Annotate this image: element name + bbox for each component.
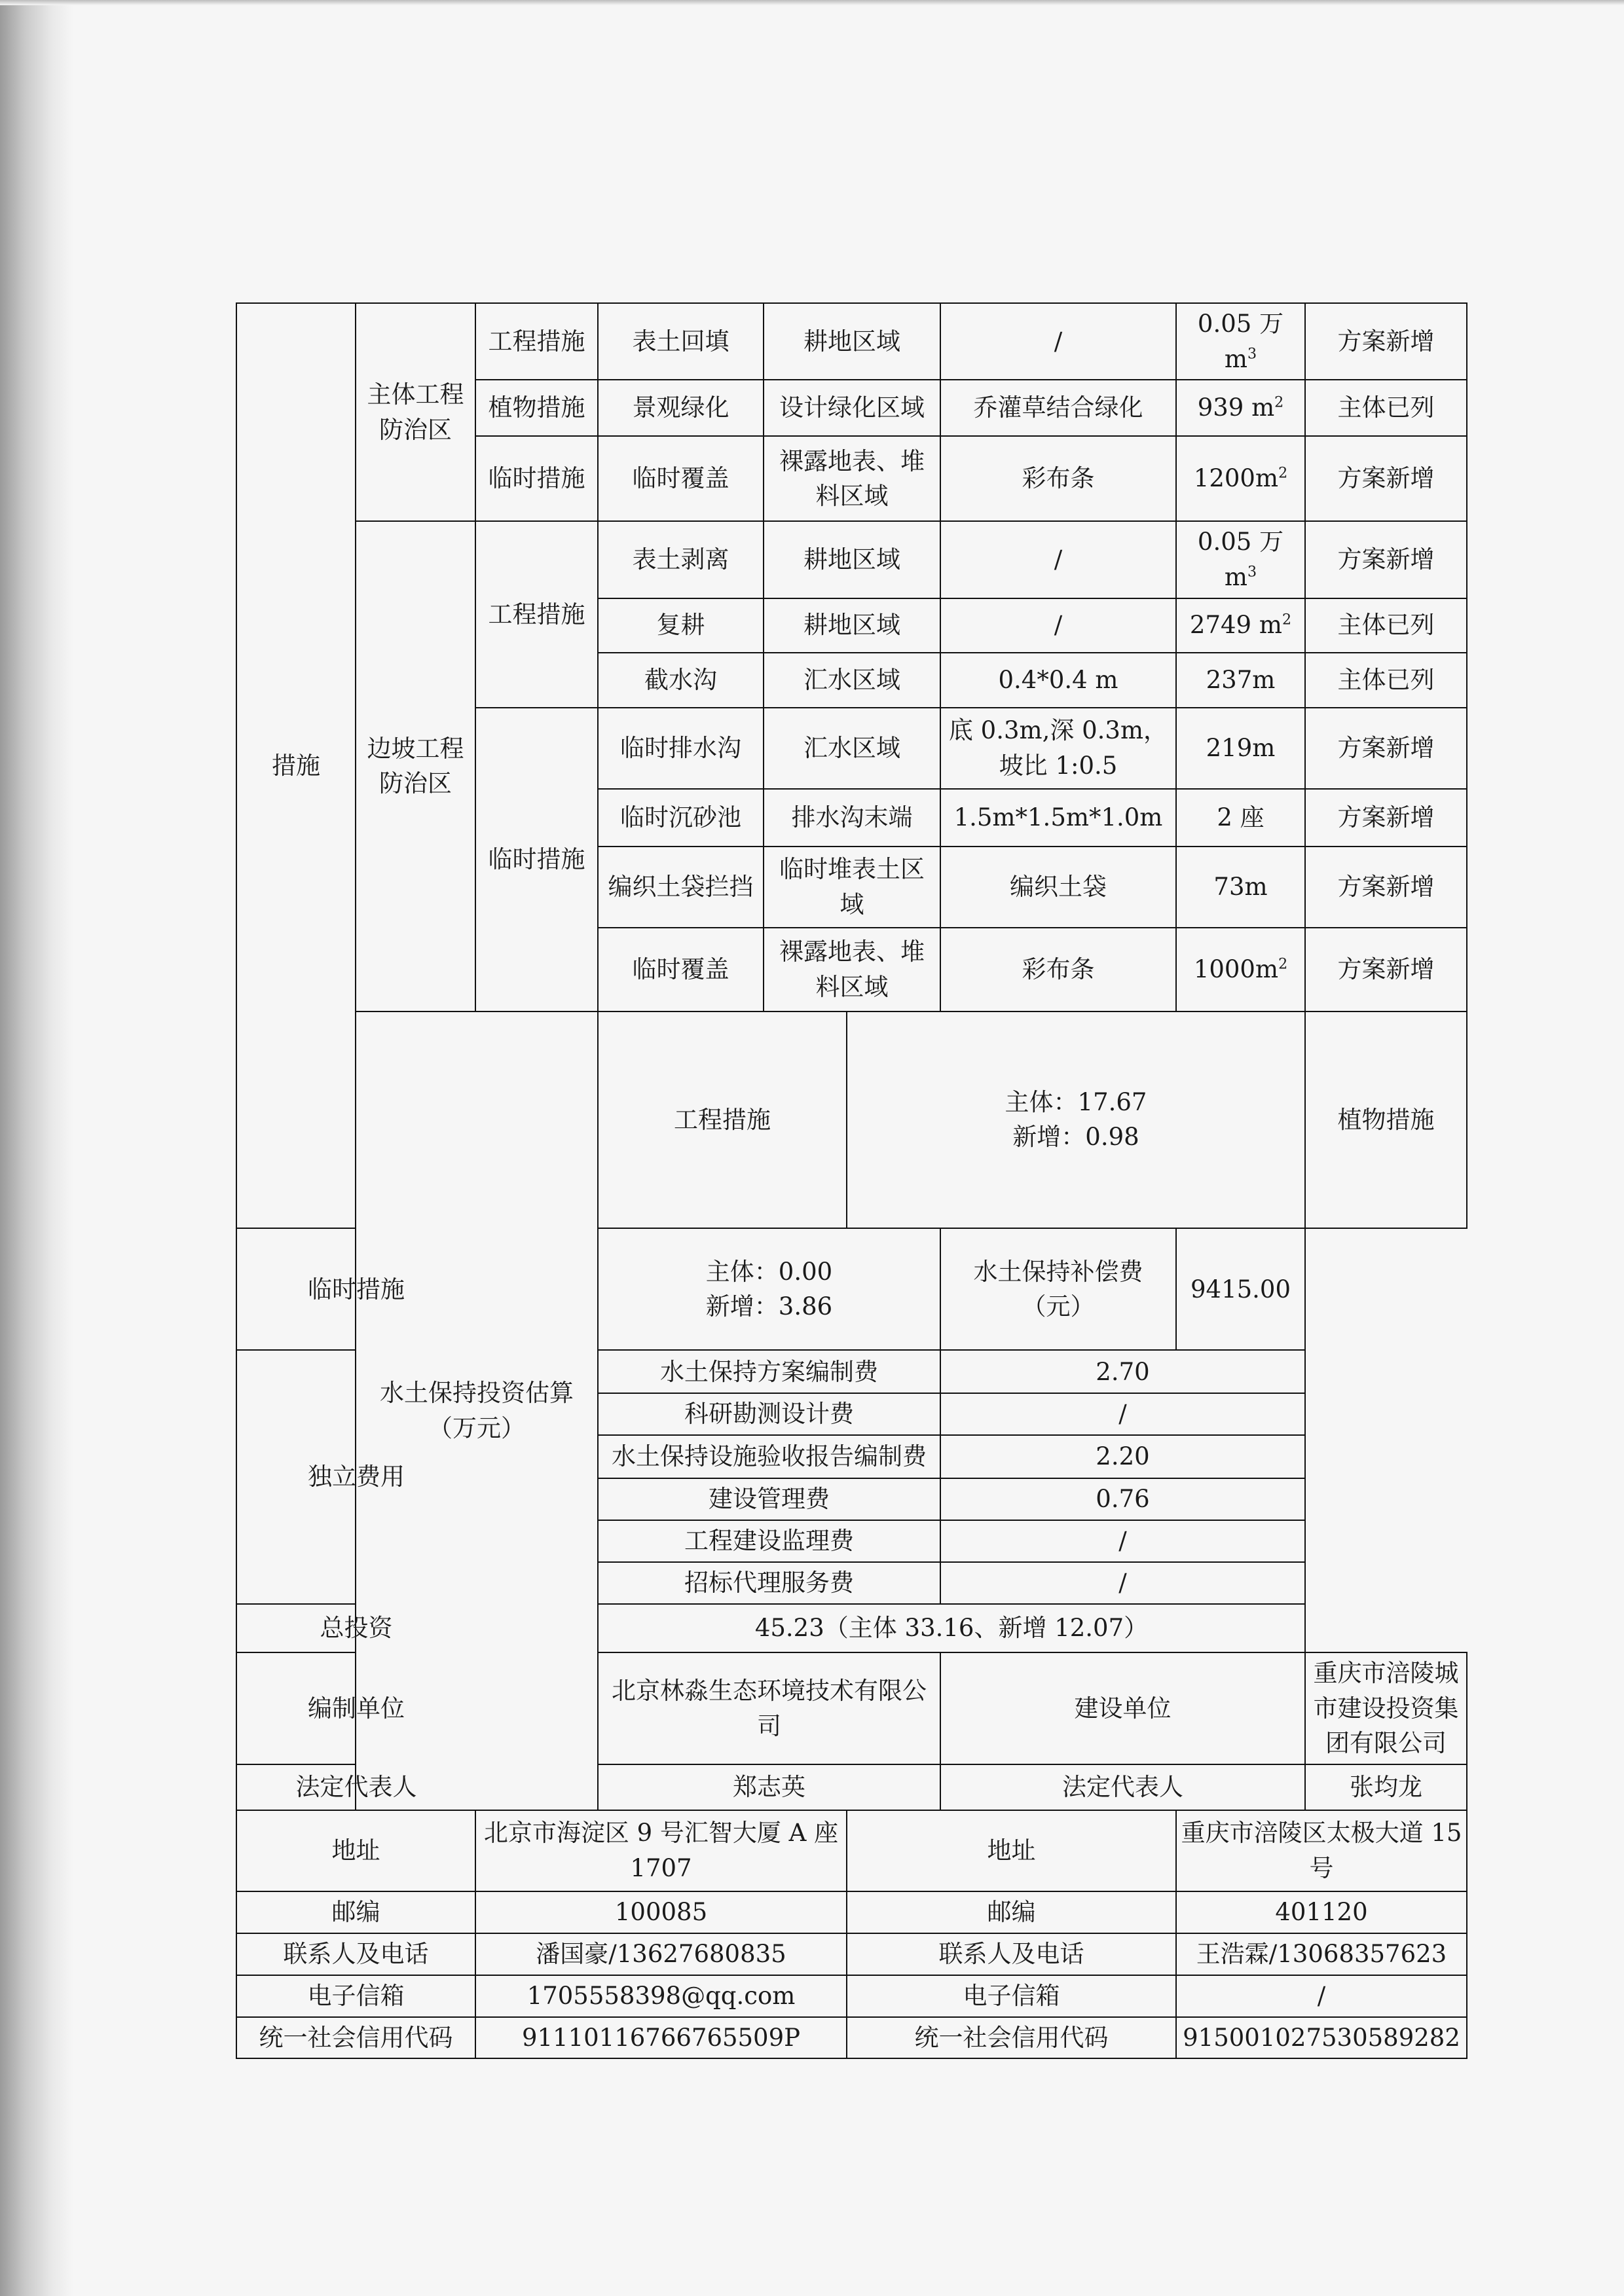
cost-item-value: /	[940, 1393, 1305, 1435]
compensation-label: 水土保持补偿费（元）	[940, 1228, 1176, 1350]
legal-rep-builder: 张均龙	[1305, 1764, 1467, 1810]
credit-code-label: 统一社会信用代码	[236, 2017, 475, 2059]
measure-type-cell: 临时措施	[475, 708, 598, 1011]
address-label: 地址	[236, 1810, 475, 1891]
cost-item-name: 招标代理服务费	[598, 1562, 940, 1604]
table-row	[236, 521, 1467, 598]
cost-item-name: 水土保持设施验收报告编制费	[598, 1435, 940, 1478]
builder-value: 重庆市涪陵城市建设投资集团有限公司	[1305, 1652, 1467, 1764]
table-row	[236, 1228, 1467, 1350]
total-investment-value: 45.23（主体 33.16、新增 12.07）	[598, 1604, 1305, 1652]
quantity-cell: 2 座	[1176, 789, 1305, 847]
phone-label: 联系人及电话	[236, 1933, 475, 1975]
investment-label-cell: 水土保持投资估算（万元）	[356, 1011, 598, 1810]
phone-org: 潘国豪/13627680835	[475, 1933, 847, 1975]
measure-name-cell: 临时覆盖	[598, 436, 764, 521]
cost-item-name: 水土保持方案编制费	[598, 1350, 940, 1393]
location-cell: 耕地区域	[764, 598, 940, 653]
measure-name-cell: 表土回填	[598, 303, 764, 380]
temp-measures-label: 临时措施	[236, 1228, 475, 1350]
independent-costs-label: 独立费用	[236, 1350, 475, 1604]
builder-label: 建设单位	[940, 1652, 1305, 1764]
cost-item-value: /	[940, 1520, 1305, 1562]
legal-rep-label: 法定代表人	[236, 1764, 475, 1810]
temp-new-value: 新增：3.86	[705, 1292, 833, 1321]
measure-name-cell: 编织土袋拦挡	[598, 847, 764, 928]
water-conservation-table	[236, 302, 1467, 2059]
location-cell: 耕地区域	[764, 521, 940, 598]
eng-main-value: 主体：17.67	[1005, 1087, 1147, 1116]
status-cell: 方案新增	[1305, 436, 1467, 521]
measure-type-cell: 植物措施	[475, 380, 598, 436]
email-label: 电子信箱	[236, 1975, 475, 2017]
total-investment-label: 总投资	[236, 1604, 475, 1652]
zip-label: 邮编	[236, 1891, 475, 1933]
phone-label-right: 联系人及电话	[847, 1933, 1176, 1975]
eng-measures-label: 工程措施	[598, 1011, 847, 1229]
email-label-right: 电子信箱	[847, 1975, 1176, 2017]
quantity-cell: 939 $m^2$	[1176, 380, 1305, 436]
table-row	[236, 303, 1467, 380]
status-cell: 方案新增	[1305, 789, 1467, 847]
quantity-cell: 0.05 万 $m^3$	[1176, 303, 1305, 380]
location-cell: 汇水区域	[764, 708, 940, 789]
temp-main-value: 主体：0.00	[705, 1257, 833, 1286]
status-cell: 方案新增	[1305, 928, 1467, 1011]
cost-item-name: 科研勘测设计费	[598, 1393, 940, 1435]
address-label-right: 地址	[847, 1810, 1176, 1891]
org-label: 编制单位	[236, 1652, 475, 1764]
address-org: 北京市海淀区 9 号汇智大厦 A 座 1707	[475, 1810, 847, 1891]
cost-item-value: 0.76	[940, 1478, 1305, 1520]
location-cell: 设计绿化区域	[764, 380, 940, 436]
zip-builder: 401120	[1176, 1891, 1467, 1933]
legal-rep-org: 郑志英	[598, 1764, 940, 1810]
table-row	[236, 1891, 1467, 1933]
measure-name-cell: 表土剥离	[598, 521, 764, 598]
cost-item-value: /	[940, 1562, 1305, 1604]
location-cell: 耕地区域	[764, 303, 940, 380]
status-cell: 主体已列	[1305, 598, 1467, 653]
cost-item-value: 2.70	[940, 1350, 1305, 1393]
quantity-cell: 2749 $m^2$	[1176, 598, 1305, 653]
eng-new-value: 新增：0.98	[1012, 1123, 1139, 1152]
measure-name-cell: 复耕	[598, 598, 764, 653]
spec-cell: 底 0.3m,深 0.3m，坡比 1:0.5	[940, 708, 1176, 789]
measure-type-cell: 临时措施	[475, 436, 598, 521]
legal-rep-label-right: 法定代表人	[940, 1764, 1305, 1810]
table-row	[236, 2017, 1467, 2059]
table-row	[236, 1975, 1467, 2017]
compensation-value: 9415.00	[1176, 1228, 1305, 1350]
quantity-cell: 0.05 万 $m^3$	[1176, 521, 1305, 598]
status-cell: 方案新增	[1305, 708, 1467, 789]
measure-name-cell: 截水沟	[598, 653, 764, 708]
temp-measures-value	[598, 1228, 940, 1350]
spec-cell: 编织土袋	[940, 847, 1176, 928]
quantity-cell: $1000m^2$	[1176, 928, 1305, 1011]
spec-cell: 0.4*0.4 m	[940, 653, 1176, 708]
spec-cell: /	[940, 598, 1176, 653]
table-row	[236, 1764, 1467, 1810]
table-row	[236, 1604, 1467, 1652]
location-cell: 裸露地表、堆料区域	[764, 436, 940, 521]
eng-measures-value	[847, 1011, 1305, 1229]
email-builder: /	[1176, 1975, 1467, 2017]
measure-type-cell: 工程措施	[475, 303, 598, 380]
location-cell: 临时堆表土区域	[764, 847, 940, 928]
zip-label-right: 邮编	[847, 1891, 1176, 1933]
location-cell: 排水沟末端	[764, 789, 940, 847]
credit-code-label-right: 统一社会信用代码	[847, 2017, 1176, 2059]
slope-zone-cell: 边坡工程防治区	[356, 521, 475, 1011]
phone-builder: 王浩霖/13068357623	[1176, 1933, 1467, 1975]
credit-code-builder: 915001027530589282	[1176, 2017, 1467, 2059]
org-value: 北京林淼生态环境技术有限公司	[598, 1652, 940, 1764]
page-top-edge	[0, 0, 1624, 5]
spec-cell: /	[940, 521, 1176, 598]
table-row	[236, 1011, 1467, 1229]
table-row	[236, 1933, 1467, 1975]
book-binding-shadow	[0, 0, 73, 2296]
main-zone-cell: 主体工程防治区	[356, 303, 475, 521]
cost-item-value: 2.20	[940, 1435, 1305, 1478]
status-cell: 主体已列	[1305, 653, 1467, 708]
email-org: 1705558398@qq.com	[475, 1975, 847, 2017]
spec-cell: 乔灌草结合绿化	[940, 380, 1176, 436]
plant-measures-label: 植物措施	[1305, 1011, 1467, 1229]
cost-item-name: 建设管理费	[598, 1478, 940, 1520]
measure-name-cell: 临时排水沟	[598, 708, 764, 789]
spec-cell: 1.5m*1.5m*1.0m	[940, 789, 1176, 847]
quantity-cell: 237m	[1176, 653, 1305, 708]
cost-item-name: 工程建设监理费	[598, 1520, 940, 1562]
address-builder: 重庆市涪陵区太极大道 15 号	[1176, 1810, 1467, 1891]
table-row	[236, 1810, 1467, 1891]
measure-name-cell: 景观绿化	[598, 380, 764, 436]
spec-cell: /	[940, 303, 1176, 380]
measure-type-cell: 工程措施	[475, 521, 598, 707]
status-cell: 方案新增	[1305, 303, 1467, 380]
measures-category-cell: 措施	[236, 303, 356, 1228]
location-cell: 裸露地表、堆料区域	[764, 928, 940, 1011]
table-row	[236, 1652, 1467, 1764]
quantity-cell: 219m	[1176, 708, 1305, 789]
measure-name-cell: 临时沉砂池	[598, 789, 764, 847]
credit-code-org: 91110116766765509P	[475, 2017, 847, 2059]
quantity-cell: $1200m^2$	[1176, 436, 1305, 521]
spec-cell: 彩布条	[940, 928, 1176, 1011]
location-cell: 汇水区域	[764, 653, 940, 708]
status-cell: 方案新增	[1305, 521, 1467, 598]
quantity-cell: 73m	[1176, 847, 1305, 928]
measure-name-cell: 临时覆盖	[598, 928, 764, 1011]
status-cell: 主体已列	[1305, 380, 1467, 436]
spec-cell: 彩布条	[940, 436, 1176, 521]
zip-org: 100085	[475, 1891, 847, 1933]
status-cell: 方案新增	[1305, 847, 1467, 928]
